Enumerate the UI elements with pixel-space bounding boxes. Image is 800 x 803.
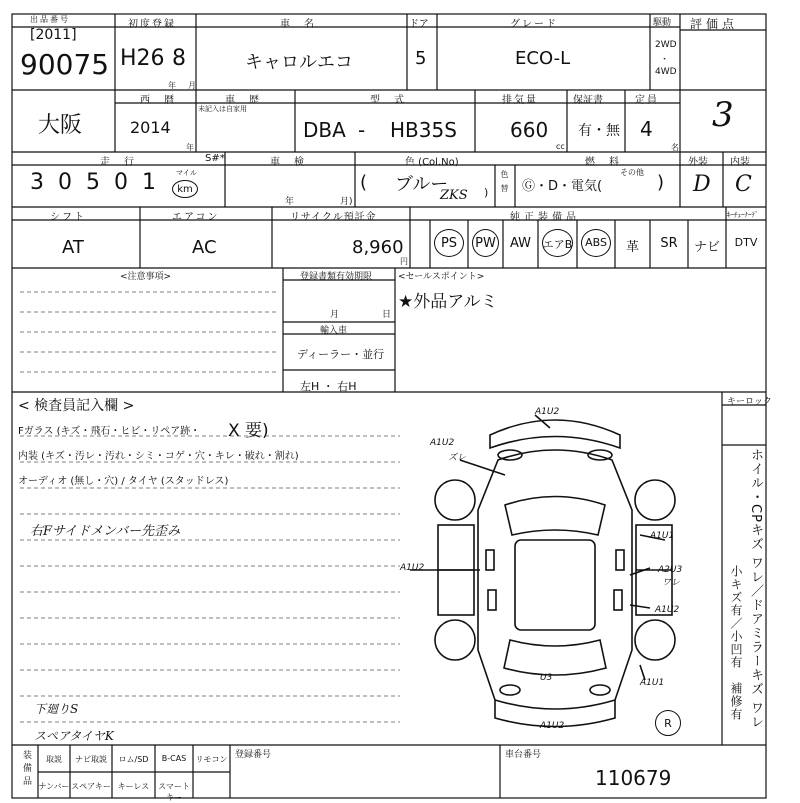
shift-value: AT <box>62 237 84 258</box>
mark-rear-bumper: A1U2 <box>540 721 565 731</box>
bottom-bottom-label: スマートキー <box>158 782 190 802</box>
equipment-circle <box>434 229 464 257</box>
bottom-bottom-label: ナンバー <box>38 782 70 791</box>
bottom-bottom-label: スペアキー <box>71 782 111 791</box>
model-name-header: 車 名 <box>280 19 316 30</box>
mark-rear-quarter: U3 <box>540 673 553 683</box>
first-registration-header: 初度登録 <box>128 19 176 30</box>
equipment-circle <box>472 229 499 257</box>
year-box: [2011] <box>30 27 77 43</box>
first-reg-month: 8 <box>172 46 186 71</box>
warranty-value: 有・無 <box>578 123 620 139</box>
recycle-value: 8,960 <box>352 237 404 258</box>
registration-number-header: 登録番号 <box>235 750 272 760</box>
history-header: 車 歴 <box>225 95 261 106</box>
equipment-item: エアB <box>542 238 573 251</box>
mark-right-rear: A1U1 <box>640 678 665 688</box>
equipment-item: SR <box>660 236 678 251</box>
equipment-item: ナビ <box>693 240 720 255</box>
mileage-digit: 5 <box>86 170 100 195</box>
mark-front-bumper: A1U2 <box>535 407 560 417</box>
color-close: ) <box>484 186 489 199</box>
inspection-month: 月) <box>340 197 353 207</box>
interior-header: 内装 <box>730 157 750 168</box>
equipment-item: ABS <box>585 236 607 249</box>
location: 大阪 <box>38 113 83 138</box>
type-code: HB35S <box>390 118 457 142</box>
inspection-year: 年 <box>285 197 295 207</box>
exterior-header: 外装 <box>688 157 708 168</box>
mark-front-left-shift: ズレ <box>448 453 467 463</box>
capacity-value: 4 <box>640 117 653 141</box>
inspector-line-2: 内装 (キズ・汚レ・汚れ・シミ・コゲ・穴・キレ・破れ・割れ) <box>18 451 299 462</box>
history-sub: 未記入は自家用 <box>198 105 247 113</box>
fuel-header: 燃 料 <box>585 157 621 168</box>
hand-note-frame: 右Fサイドメンバー先歪み <box>30 524 181 539</box>
drive-dot: ・ <box>660 55 670 65</box>
type-dash: - <box>358 118 366 142</box>
mark-right-middle-crack: ワレ <box>662 578 681 588</box>
mark-right-middle: A2U3 <box>658 565 683 575</box>
seal-header: S#* <box>205 153 225 164</box>
bottom-bottom-label: キーレス <box>117 782 150 791</box>
color-change-label: 色替 <box>500 170 509 198</box>
keylock-header: キーロック <box>727 397 772 407</box>
capacity-unit: 名 <box>671 143 679 152</box>
color-open-paren: ( <box>360 172 368 193</box>
import-label: 輸入車 <box>320 326 348 336</box>
grade-header: グレード <box>510 19 558 30</box>
aircon-value: AC <box>192 237 217 258</box>
mark-right-rear-door: A1U2 <box>655 605 680 615</box>
fuel-other: その他 <box>620 168 644 177</box>
fuel-close: ) <box>657 172 665 193</box>
score-header: 評価点 <box>690 17 739 31</box>
aircon-header: エアコン <box>172 212 220 223</box>
mark-left-side: A1U2 <box>400 563 425 573</box>
grade-value: ECO-L <box>515 48 571 69</box>
inspector-line-3: オーディオ (無し・穴) / タイヤ (スタッドレス) <box>18 476 229 487</box>
score-value: 3 <box>712 95 734 135</box>
bottom-top-label: B-CAS <box>161 754 187 763</box>
recycle-unit: 円 <box>400 257 408 266</box>
exterior-score: D <box>693 172 711 197</box>
bottom-top-label: リモコン <box>195 755 228 764</box>
era-year: H26 <box>120 46 165 71</box>
model-name: キャロルエコ <box>245 52 353 73</box>
warranty-header: 保証書 <box>573 95 603 106</box>
km-label: km <box>177 183 193 195</box>
color-name: ブルー <box>395 174 449 195</box>
equipment-header: 純正装備品 <box>510 212 580 223</box>
capacity-header: 定員 <box>635 95 659 106</box>
equipment-item: 革 <box>625 240 639 255</box>
inspector-line-1: Fガラス (キズ・飛石・ヒビ・リペア跡・ <box>18 426 201 437</box>
regdoc-header: 登録書類有効期限 <box>300 272 373 282</box>
mileage-header: 走 行 <box>100 157 136 168</box>
inspection-header: 車 検 <box>270 157 306 168</box>
damage-legend-2: 小キズ有／小凹有 補修有 <box>729 565 743 721</box>
equipment-circle <box>542 229 573 257</box>
interior-score: C <box>735 172 752 197</box>
mileage-digit: 0 <box>114 170 128 195</box>
mileage-digit: 0 <box>58 170 72 195</box>
color-code: ZKS <box>440 188 468 203</box>
equipment-item: PW <box>475 236 496 251</box>
doors-header: ドア <box>409 19 429 30</box>
hand-note-spare: スペアタイヤK <box>34 729 114 743</box>
chassis-number: 110679 <box>595 766 672 790</box>
equipment-item: PS <box>440 236 458 251</box>
equipment-item: AW <box>509 236 532 251</box>
damage-legend-1: ホイル・CPキズ ワレ／ドアミラーキズ ワレ <box>748 448 763 730</box>
displacement: 660 <box>510 118 549 142</box>
shift-header: シフト <box>50 212 86 223</box>
mileage-digit: 1 <box>142 170 156 195</box>
recycle-header: リサイクル預託金 <box>290 212 377 223</box>
repair-circle <box>655 710 681 736</box>
notes-header: <注意事項> <box>120 272 172 282</box>
regdoc-day: 日 <box>382 310 392 320</box>
displacement-unit: cc <box>556 142 565 151</box>
mark-front-left: A1U2 <box>430 438 455 448</box>
mileage-digit: 3 <box>30 170 44 195</box>
bottom-side-label: 装備品 <box>21 750 31 789</box>
car-diagram <box>400 400 710 740</box>
km-circle <box>172 180 198 198</box>
type-prefix: DBA <box>303 118 346 142</box>
bottom-top-label: ナビ取説 <box>75 755 107 764</box>
lot-number-header: 出品番号 <box>30 15 70 24</box>
year-ad-header: 西 暦 <box>140 95 176 106</box>
fuel-value: Ⓖ・D・電気( <box>522 179 603 194</box>
inspector-header: < 検査員記入欄 > <box>18 398 135 414</box>
drive-2wd: 2WD <box>655 40 677 50</box>
bottom-top-label: ロム/SD <box>118 755 149 764</box>
import-value: ディーラー・並行 <box>297 348 385 361</box>
equipment-item: DTV <box>734 236 758 249</box>
sales-point-header: <セールスポイント> <box>398 272 485 282</box>
drive-header: 駆動 <box>653 18 672 28</box>
chassis-header: 車台番号 <box>505 750 542 760</box>
type-header: 型 式 <box>370 95 406 106</box>
keyless-header: ｷｰﾁｪｰﾅｰﾃﾞ <box>727 211 759 219</box>
repair-mark: R <box>664 716 672 730</box>
sales-point: ★外品アルミ <box>398 292 498 312</box>
first-reg-month-unit: 月 <box>188 81 196 90</box>
regdoc-month: 月 <box>330 310 340 320</box>
year-ad-unit: 年 <box>186 143 194 152</box>
bottom-top-label: 取説 <box>46 755 62 764</box>
mark-right-front: A1U1 <box>650 531 675 541</box>
drive-4wd: 4WD <box>655 67 677 77</box>
year-ad: 2014 <box>130 118 171 137</box>
first-reg-year-unit: 年 <box>168 81 176 90</box>
door-count: 5 <box>415 48 427 69</box>
handle-value: 左H ・ 右H <box>300 380 357 393</box>
color-header: 色 (Col.No) <box>405 157 459 168</box>
glass-repair-mark: X 要) <box>228 421 269 441</box>
displacement-header: 排気量 <box>502 95 538 106</box>
equipment-circle <box>581 229 611 257</box>
hand-note-underbody: 下廻りS <box>34 702 79 716</box>
lot-number: 90075 <box>20 48 110 81</box>
mile-label: マイル <box>176 169 197 177</box>
